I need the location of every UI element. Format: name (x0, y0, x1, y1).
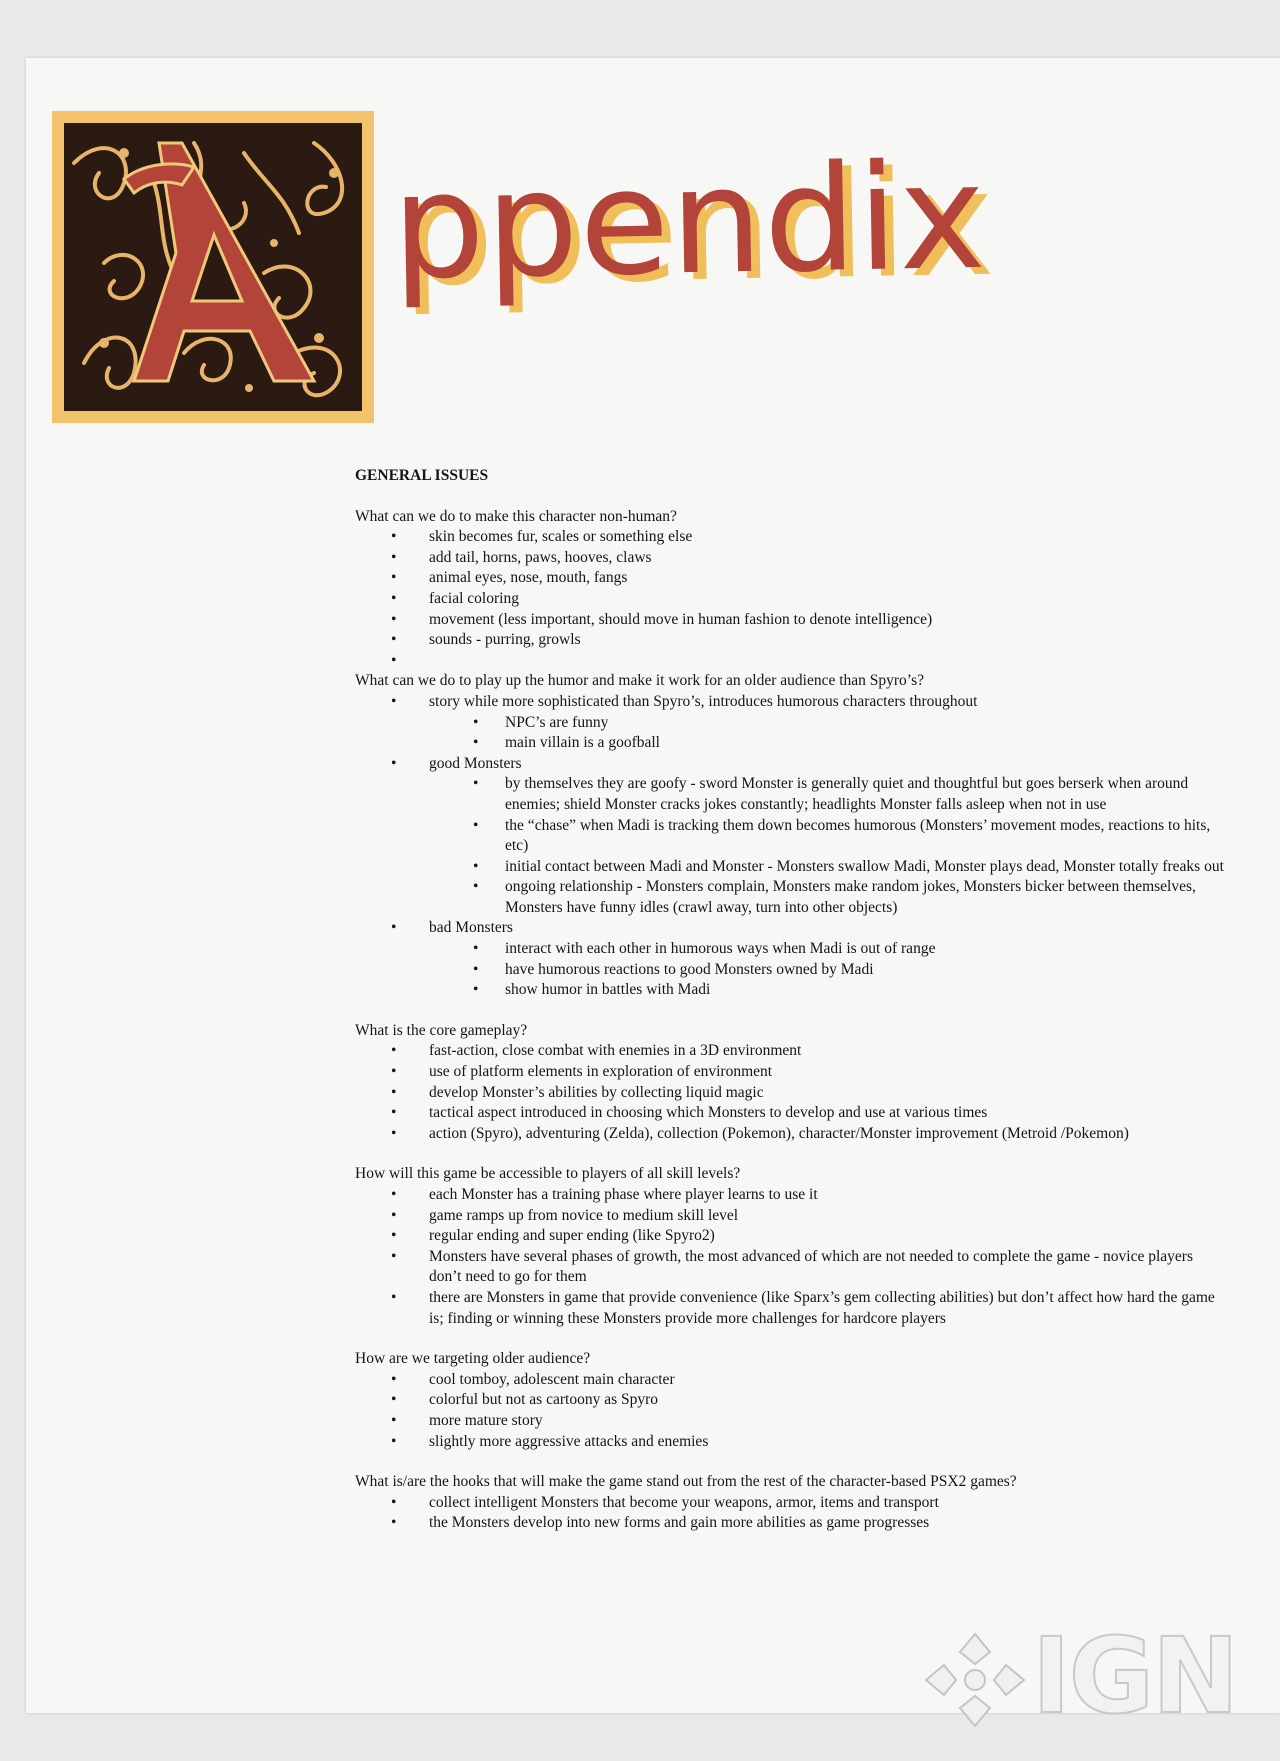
list-item: • tactical aspect introduced in choosing which Monsters to develop and use at various times (355, 1103, 1225, 1124)
list-item: • skin becomes fur, scales or something else (355, 527, 1225, 548)
list-item-empty (355, 651, 1225, 672)
list-item: • add tail, horns, paws, hooves, claws (355, 548, 1225, 569)
ign-watermark (920, 1615, 1260, 1737)
section-title: GENERAL ISSUES (355, 467, 489, 484)
sub-list-item: • by themselves they are goofy - sword Monster is generally quiet and thoughtful but goes berserk when around enemies; shield Monster cracks jokes constantly; headlights Monster falls asleep when not in use (355, 774, 1225, 815)
question-2: What can we do to play up the humor and make it work for an older audience than Spyro’s? (355, 672, 925, 690)
watermark-text: IGN (1032, 1615, 1238, 1737)
list-item: • each Monster has a training phase where player learns to use it (355, 1185, 1225, 1206)
sub-list-item: • have humorous reactions to good Monsters owned by Madi (355, 960, 1225, 981)
question-4: How will this game be accessible to players of all skill levels? (355, 1165, 741, 1183)
sub-list-item: • NPC’s are funny (355, 713, 1225, 734)
sub-list-item: • show humor in battles with Madi (355, 980, 1225, 1001)
question-3: What is the core gameplay? (355, 1021, 528, 1039)
ornament-vines-icon (64, 123, 362, 411)
question-5: How are we targeting older audience? (355, 1350, 591, 1368)
list-item (355, 692, 1225, 754)
illuminated-initial (52, 111, 374, 423)
heading-rest: ppendix (390, 131, 988, 313)
sub-list-item: • interact with each other in humorous ways when Madi is out of range (355, 939, 1225, 960)
sub-list-item: • the “chase” when Madi is tracking them down becomes humorous (Monsters’ movement modes, reactions to hits, etc) (355, 816, 1225, 857)
list-item: • slightly more aggressive attacks and enemies (355, 1432, 1225, 1453)
ign-logo-icon (920, 1630, 1030, 1730)
list-item (355, 918, 1225, 1000)
list-item: • more mature story (355, 1411, 1225, 1432)
list-item: • movement (less important, should move in human fashion to denote intelligence) (355, 610, 1225, 631)
list-item: • colorful but not as cartoony as Spyro (355, 1390, 1225, 1411)
list-item: • develop Monster’s abilities by collecting liquid magic (355, 1083, 1225, 1104)
list-item: • game ramps up from novice to medium skill level (355, 1206, 1225, 1227)
sub-list-item: • ongoing relationship - Monsters complain, Monsters make random jokes, Monsters bicker between themselves, Monsters have funny idles (crawl away, turn into other objects) (355, 877, 1225, 918)
question-3-list (355, 1041, 1225, 1144)
question-5-list (355, 1370, 1225, 1452)
list-item: • sounds - purring, growls (355, 630, 1225, 651)
question-6: What is/are the hooks that will make the game stand out from the rest of the character-based PSX2 games? (355, 1473, 1017, 1491)
list-item: • the Monsters develop into new forms and gain more abilities as game progresses (355, 1513, 1225, 1534)
list-item: • use of platform elements in exploration of environment (355, 1062, 1225, 1083)
sub-list-item: • initial contact between Madi and Monster - Monsters swallow Madi, Monster plays dead, Monster totally freaks out (355, 857, 1225, 878)
list-item: • animal eyes, nose, mouth, fangs (355, 568, 1225, 589)
list-item: • regular ending and super ending (like Spyro2) (355, 1226, 1225, 1247)
list-item-label: good Monsters (429, 754, 522, 772)
question-2-list (355, 692, 1225, 1001)
list-item: • cool tomboy, adolescent main character (355, 1370, 1225, 1391)
list-item: • there are Monsters in game that provide convenience (like Sparx’s gem collecting abilities) but don’t affect how hard the game is; finding or winning these Monsters provide more challenges for hardcore players (355, 1288, 1225, 1329)
list-item: • collect intelligent Monsters that become your weapons, armor, items and transport (355, 1493, 1225, 1514)
question-1-list (355, 527, 1225, 671)
document-body (355, 466, 1225, 1534)
sub-list-item: • main villain is a goofball (355, 733, 1225, 754)
list-item (355, 754, 1225, 919)
list-item-label: story while more sophisticated than Spyro’s, introduces humorous characters throughout (429, 692, 978, 710)
list-item: • facial coloring (355, 589, 1225, 610)
list-item: • action (Spyro), adventuring (Zelda), collection (Pokemon), character/Monster improvement (Metroid /Pokemon) (355, 1124, 1225, 1145)
list-item: • Monsters have several phases of growth, the most advanced of which are not needed to complete the game - novice players don’t need to go for them (355, 1247, 1225, 1288)
question-4-list (355, 1185, 1225, 1329)
question-1: What can we do to make this character non-human? (355, 507, 677, 525)
list-item: • fast-action, close combat with enemies in a 3D environment (355, 1041, 1225, 1062)
list-item-label: bad Monsters (429, 919, 513, 937)
question-6-list (355, 1493, 1225, 1534)
appendix-heading (390, 131, 988, 313)
